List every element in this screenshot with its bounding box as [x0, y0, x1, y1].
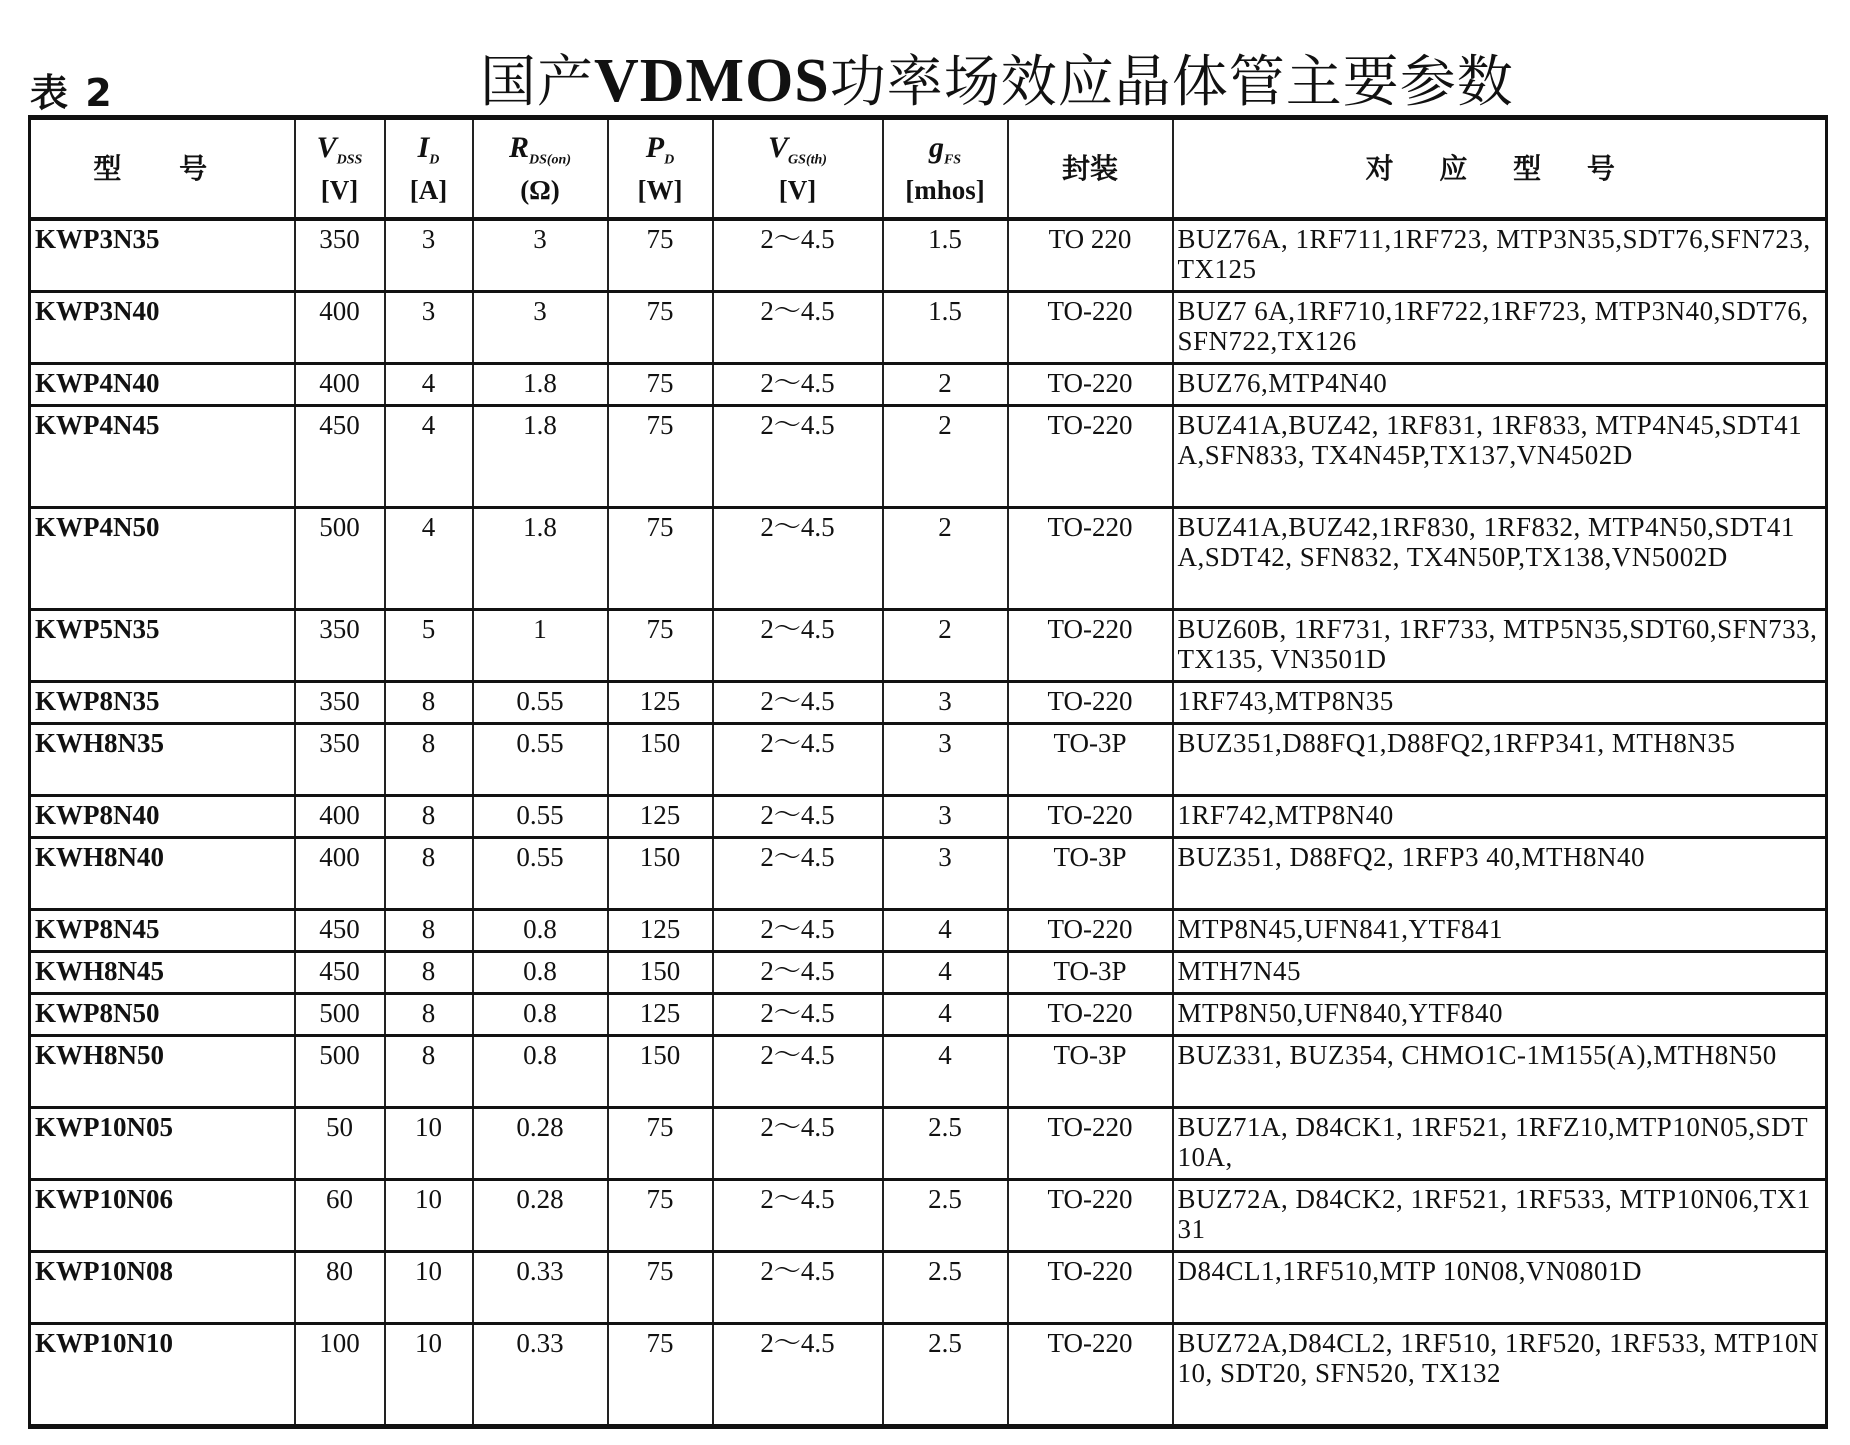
table-cell-id: 8: [385, 682, 473, 724]
table-cell-equivalents: BUZ72A,D84CL2, 1RF510, 1RF520, 1RF533, MTP10N10, SDT20, SFN520, TX132: [1173, 1324, 1827, 1425]
table-cell-vgs-th: 2～4.5: [713, 910, 883, 952]
parameters-table: [28, 120, 1828, 1424]
table-cell-pd: 150: [608, 952, 713, 994]
table-cell-vgs-th: 2～4.5: [713, 796, 883, 838]
title-suffix: 功率场效应晶体管主要参数: [829, 50, 1514, 115]
table-cell-vgs-th: 2～4.5: [713, 1252, 883, 1324]
table-cell-id: 4: [385, 364, 473, 406]
table-cell-rds-on: 0.55: [473, 724, 608, 796]
table-row: [30, 610, 1827, 682]
table-cell-vdss: 350: [295, 724, 385, 796]
table-cell-vdss: 80: [295, 1252, 385, 1324]
table-cell-equivalents: BUZ41A,BUZ42,1RF830, 1RF832, MTP4N50,SDT41A,SDT42, SFN832, TX4N50P,TX138,VN5002D: [1173, 508, 1827, 610]
table-cell-pd: 125: [608, 994, 713, 1036]
table-cell-vdss: 60: [295, 1180, 385, 1252]
header-rds-on: $R_{DS(on)}$ (Ω): [473, 120, 608, 219]
table-label: 表 2: [30, 71, 114, 115]
table-cell-pd: 125: [608, 796, 713, 838]
table-cell-rds-on: 0.8: [473, 952, 608, 994]
table-cell-package: TO-220: [1008, 1252, 1173, 1324]
table-cell-id: 8: [385, 910, 473, 952]
table-cell-gfs: 2: [883, 508, 1008, 610]
table-cell-pd: 75: [608, 1324, 713, 1425]
table-cell-equivalents: BUZ60B, 1RF731, 1RF733, MTP5N35,SDT60,SFN733,TX135, VN3501D: [1173, 610, 1827, 682]
table-cell-vdss: 50: [295, 1108, 385, 1180]
table-cell-rds-on: 0.28: [473, 1180, 608, 1252]
header-vgs-th: $V_{GS(th)}$ [V]: [713, 120, 883, 219]
table-cell-equivalents: BUZ76,MTP4N40: [1173, 364, 1827, 406]
table-cell-model: KWH8N45: [30, 952, 295, 994]
table-cell-package: TO-3P: [1008, 1036, 1173, 1108]
header-gfs: $g_{FS}$ [mhos]: [883, 120, 1008, 219]
table-cell-id: 10: [385, 1180, 473, 1252]
table-cell-gfs: 3: [883, 724, 1008, 796]
table-cell-model: KWP4N40: [30, 364, 295, 406]
table-cell-id: 8: [385, 724, 473, 796]
table-cell-model: KWP10N10: [30, 1324, 295, 1425]
table-cell-vdss: 100: [295, 1324, 385, 1425]
parameters-table-container: [28, 115, 1828, 1429]
table-cell-gfs: 2.5: [883, 1324, 1008, 1425]
table-cell-pd: 75: [608, 508, 713, 610]
table-cell-package: TO-220: [1008, 364, 1173, 406]
table-cell-vdss: 350: [295, 610, 385, 682]
table-cell-rds-on: 0.55: [473, 838, 608, 910]
table-cell-rds-on: 3: [473, 292, 608, 364]
table-body: [30, 219, 1827, 1424]
table-cell-gfs: 4: [883, 994, 1008, 1036]
table-cell-vgs-th: 2～4.5: [713, 994, 883, 1036]
table-cell-gfs: 4: [883, 952, 1008, 994]
table-cell-id: 4: [385, 508, 473, 610]
title-latin: VDMOS: [594, 47, 830, 115]
table-row: [30, 952, 1827, 994]
table-cell-id: 3: [385, 219, 473, 292]
table-cell-pd: 75: [608, 292, 713, 364]
table-cell-rds-on: 3: [473, 219, 608, 292]
table-row: [30, 508, 1827, 610]
table-cell-pd: 150: [608, 838, 713, 910]
table-cell-package: TO-220: [1008, 292, 1173, 364]
table-cell-equivalents: BUZ76A, 1RF711,1RF723, MTP3N35,SDT76,SFN723,TX125: [1173, 219, 1827, 292]
table-cell-rds-on: 0.8: [473, 1036, 608, 1108]
table-cell-vdss: 350: [295, 219, 385, 292]
title-prefix: 国产: [480, 50, 594, 115]
table-cell-package: TO-3P: [1008, 838, 1173, 910]
page-title: [480, 38, 1514, 118]
header-row: [30, 120, 1827, 219]
table-cell-package: TO-3P: [1008, 952, 1173, 994]
table-cell-vgs-th: 2～4.5: [713, 1108, 883, 1180]
table-cell-package: TO-3P: [1008, 724, 1173, 796]
table-row: [30, 682, 1827, 724]
table-cell-vgs-th: 2～4.5: [713, 406, 883, 508]
table-cell-equivalents: MTP8N45,UFN841,YTF841: [1173, 910, 1827, 952]
table-cell-rds-on: 0.28: [473, 1108, 608, 1180]
table-cell-rds-on: 0.55: [473, 682, 608, 724]
table-cell-vgs-th: 2～4.5: [713, 952, 883, 994]
table-cell-id: 10: [385, 1324, 473, 1425]
table-cell-id: 8: [385, 994, 473, 1036]
header-vdss: $V_{DSS}$ [V]: [295, 120, 385, 219]
table-cell-package: TO-220: [1008, 508, 1173, 610]
table-cell-vgs-th: 2～4.5: [713, 1036, 883, 1108]
table-cell-vdss: 500: [295, 508, 385, 610]
table-cell-equivalents: BUZ72A, D84CK2, 1RF521, 1RF533, MTP10N06,TX131: [1173, 1180, 1827, 1252]
table-cell-gfs: 2: [883, 406, 1008, 508]
table-cell-vdss: 400: [295, 796, 385, 838]
table-cell-id: 8: [385, 952, 473, 994]
table-cell-model: KWP4N50: [30, 508, 295, 610]
table-cell-model: KWP3N40: [30, 292, 295, 364]
table-row: [30, 219, 1827, 292]
table-cell-rds-on: 1: [473, 610, 608, 682]
table-cell-gfs: 4: [883, 1036, 1008, 1108]
table-cell-vdss: 500: [295, 994, 385, 1036]
table-cell-equivalents: BUZ351, D88FQ2, 1RFP3 40,MTH8N40: [1173, 838, 1827, 910]
header-package: 封装: [1008, 120, 1173, 219]
table-row: [30, 1252, 1827, 1324]
table-cell-package: TO-220: [1008, 610, 1173, 682]
table-cell-equivalents: MTH7N45: [1173, 952, 1827, 994]
header-pd: $P_D$ [W]: [608, 120, 713, 219]
table-cell-vdss: 450: [295, 406, 385, 508]
table-cell-pd: 75: [608, 1180, 713, 1252]
table-cell-id: 10: [385, 1252, 473, 1324]
table-cell-pd: 150: [608, 1036, 713, 1108]
table-cell-vgs-th: 2～4.5: [713, 508, 883, 610]
table-cell-vdss: 350: [295, 682, 385, 724]
table-cell-vgs-th: 2～4.5: [713, 838, 883, 910]
table-cell-vdss: 400: [295, 292, 385, 364]
table-cell-gfs: 3: [883, 838, 1008, 910]
table-cell-gfs: 1.5: [883, 292, 1008, 364]
table-cell-pd: 75: [608, 364, 713, 406]
table-cell-equivalents: 1RF742,MTP8N40: [1173, 796, 1827, 838]
table-cell-model: KWP10N05: [30, 1108, 295, 1180]
table-row: [30, 406, 1827, 508]
table-cell-model: KWP10N06: [30, 1180, 295, 1252]
table-row: [30, 994, 1827, 1036]
table-row: [30, 910, 1827, 952]
table-cell-gfs: 2.5: [883, 1180, 1008, 1252]
table-row: [30, 796, 1827, 838]
table-cell-package: TO-220: [1008, 682, 1173, 724]
table-cell-gfs: 2: [883, 610, 1008, 682]
table-cell-rds-on: 0.33: [473, 1252, 608, 1324]
table-cell-vdss: 450: [295, 952, 385, 994]
table-cell-gfs: 3: [883, 796, 1008, 838]
table-cell-id: 5: [385, 610, 473, 682]
table-cell-equivalents: BUZ71A, D84CK1, 1RF521, 1RFZ10,MTP10N05,SDT10A,: [1173, 1108, 1827, 1180]
table-cell-vdss: 500: [295, 1036, 385, 1108]
table-cell-rds-on: 0.8: [473, 994, 608, 1036]
table-cell-gfs: 3: [883, 682, 1008, 724]
table-cell-package: TO-220: [1008, 796, 1173, 838]
table-cell-pd: 75: [608, 219, 713, 292]
table-cell-rds-on: 0.8: [473, 910, 608, 952]
table-row: [30, 1036, 1827, 1108]
table-row: [30, 724, 1827, 796]
table-cell-package: TO-220: [1008, 1324, 1173, 1425]
table-cell-model: KWP10N08: [30, 1252, 295, 1324]
table-cell-equivalents: D84CL1,1RF510,MTP 10N08,VN0801D: [1173, 1252, 1827, 1324]
table-cell-rds-on: 0.33: [473, 1324, 608, 1425]
table-cell-equivalents: 1RF743,MTP8N35: [1173, 682, 1827, 724]
table-cell-package: TO-220: [1008, 1180, 1173, 1252]
table-row: [30, 1324, 1827, 1425]
table-cell-vdss: 450: [295, 910, 385, 952]
table-cell-gfs: 2: [883, 364, 1008, 406]
table-row: [30, 838, 1827, 910]
table-cell-package: TO-220: [1008, 1108, 1173, 1180]
table-cell-id: 3: [385, 292, 473, 364]
table-cell-package: TO-220: [1008, 406, 1173, 508]
table-cell-equivalents: BUZ7 6A,1RF710,1RF722,1RF723, MTP3N40,SDT76,SFN722,TX126: [1173, 292, 1827, 364]
table-cell-pd: 125: [608, 682, 713, 724]
table-cell-model: KWP8N50: [30, 994, 295, 1036]
table-cell-pd: 75: [608, 610, 713, 682]
table-row: [30, 1180, 1827, 1252]
table-cell-package: TO-220: [1008, 910, 1173, 952]
table-row: [30, 1108, 1827, 1180]
table-cell-id: 10: [385, 1108, 473, 1180]
header-model: 型 号: [30, 120, 295, 219]
table-cell-vgs-th: 2～4.5: [713, 1324, 883, 1425]
table-cell-rds-on: 1.8: [473, 508, 608, 610]
table-cell-id: 8: [385, 796, 473, 838]
table-cell-model: KWP8N35: [30, 682, 295, 724]
header-equivalents: 对 应 型 号: [1173, 120, 1827, 219]
table-cell-vgs-th: 2～4.5: [713, 292, 883, 364]
table-cell-pd: 125: [608, 910, 713, 952]
header-id: $I_D$ [A]: [385, 120, 473, 219]
table-cell-gfs: 2.5: [883, 1108, 1008, 1180]
table-cell-model: KWP8N40: [30, 796, 295, 838]
table-cell-id: 4: [385, 406, 473, 508]
table-cell-pd: 75: [608, 406, 713, 508]
table-cell-model: KWH8N50: [30, 1036, 295, 1108]
table-cell-model: KWH8N40: [30, 838, 295, 910]
table-cell-pd: 150: [608, 724, 713, 796]
table-cell-equivalents: MTP8N50,UFN840,YTF840: [1173, 994, 1827, 1036]
table-cell-vgs-th: 2～4.5: [713, 610, 883, 682]
table-cell-pd: 75: [608, 1252, 713, 1324]
table-cell-model: KWH8N35: [30, 724, 295, 796]
table-cell-equivalents: BUZ351,D88FQ1,D88FQ2,1RFP341, MTH8N35: [1173, 724, 1827, 796]
table-cell-package: TO 220: [1008, 219, 1173, 292]
table-cell-model: KWP8N45: [30, 910, 295, 952]
table-cell-package: TO-220: [1008, 994, 1173, 1036]
table-row: [30, 364, 1827, 406]
table-cell-gfs: 2.5: [883, 1252, 1008, 1324]
table-cell-model: KWP5N35: [30, 610, 295, 682]
table-cell-rds-on: 1.8: [473, 364, 608, 406]
table-cell-vdss: 400: [295, 838, 385, 910]
table-cell-equivalents: BUZ41A,BUZ42, 1RF831, 1RF833, MTP4N45,SDT41A,SFN833, TX4N45P,TX137,VN4502D: [1173, 406, 1827, 508]
table-cell-rds-on: 0.55: [473, 796, 608, 838]
table-cell-vgs-th: 2～4.5: [713, 724, 883, 796]
table-cell-id: 8: [385, 838, 473, 910]
table-cell-gfs: 1.5: [883, 219, 1008, 292]
table-cell-model: KWP3N35: [30, 219, 295, 292]
table-cell-equivalents: BUZ331, BUZ354, CHMO1C-1M155(A),MTH8N50: [1173, 1036, 1827, 1108]
table-cell-pd: 75: [608, 1108, 713, 1180]
table-cell-id: 8: [385, 1036, 473, 1108]
table-row: [30, 292, 1827, 364]
table-cell-vgs-th: 2～4.5: [713, 219, 883, 292]
table-cell-gfs: 4: [883, 910, 1008, 952]
table-cell-vgs-th: 2～4.5: [713, 682, 883, 724]
table-cell-rds-on: 1.8: [473, 406, 608, 508]
table-cell-model: KWP4N45: [30, 406, 295, 508]
table-cell-vdss: 400: [295, 364, 385, 406]
table-cell-vgs-th: 2～4.5: [713, 1180, 883, 1252]
table-cell-vgs-th: 2～4.5: [713, 364, 883, 406]
